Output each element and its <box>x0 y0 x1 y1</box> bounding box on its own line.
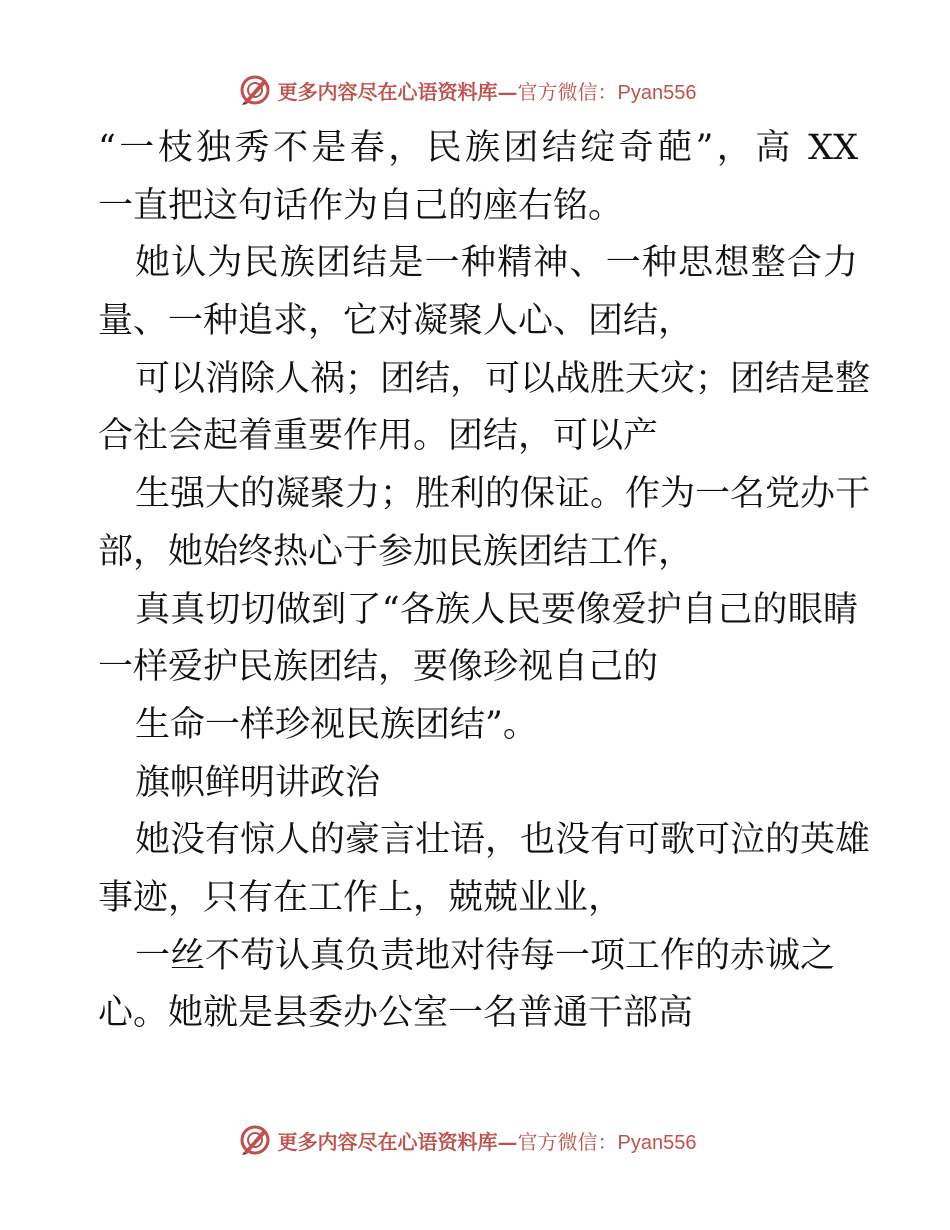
header-banner-dash: — <box>497 79 518 104</box>
text-line: 生命一样珍视民族团结”。 <box>135 704 538 745</box>
footer-banner-inner <box>238 1123 697 1157</box>
header-banner-inner <box>238 73 697 107</box>
header-banner-text <box>278 76 697 105</box>
pen-logo-icon <box>238 1123 272 1157</box>
text-line: 一丝不苟认真负责地对待每一项工作的赤诚之 <box>135 935 836 976</box>
section-heading: 旗帜鲜明讲政治 <box>135 762 381 803</box>
text-line: “一枝独秀不是春，民族团结绽奇葩”，高 XX <box>98 128 858 168</box>
pen-logo-icon <box>238 73 272 107</box>
text-line: 真真切切做到了“各族人民要像爱护自己的眼睛 <box>135 589 858 630</box>
text-line: 事迹，只有在工作上，兢兢业业， <box>98 877 624 918</box>
text-line: 她认为民族团结是一种精神、一种思想整合力 <box>135 243 858 284</box>
header-banner <box>0 70 950 110</box>
text-line: 心。她就是县委办公室一名普通干部高 <box>98 993 694 1034</box>
header-banner-main: 更多内容尽在心语资料库 <box>277 79 498 104</box>
body-text <box>98 120 871 1043</box>
footer-banner-account: 官方微信：Pyan556 <box>517 1131 697 1154</box>
footer-banner-text <box>278 1126 697 1155</box>
header-banner-account: 官方微信：Pyan556 <box>517 81 697 104</box>
text-line: 部，她始终热心于参加民族团结工作， <box>98 531 694 572</box>
text-line: 合社会起着重要作用。团结，可以产 <box>98 416 659 457</box>
text-line: 量、一种追求，它对凝聚人心、团结， <box>98 301 694 342</box>
footer-banner-main: 更多内容尽在心语资料库 <box>277 1129 498 1154</box>
text-line: 她没有惊人的豪言壮语，也没有可歌可泣的英雄 <box>135 820 871 861</box>
text-line: 生强大的凝聚力；胜利的保证。作为一名党办干 <box>135 474 871 515</box>
text-line: 一直把这句话作为自己的座右铭。 <box>98 185 624 226</box>
footer-banner-dash: — <box>497 1129 518 1154</box>
footer-banner <box>0 1120 950 1160</box>
text-line: 一样爱护民族团结，要像珍视自己的 <box>98 647 659 688</box>
text-line: 可以消除人祸；团结，可以战胜天灾；团结是整 <box>135 358 871 399</box>
